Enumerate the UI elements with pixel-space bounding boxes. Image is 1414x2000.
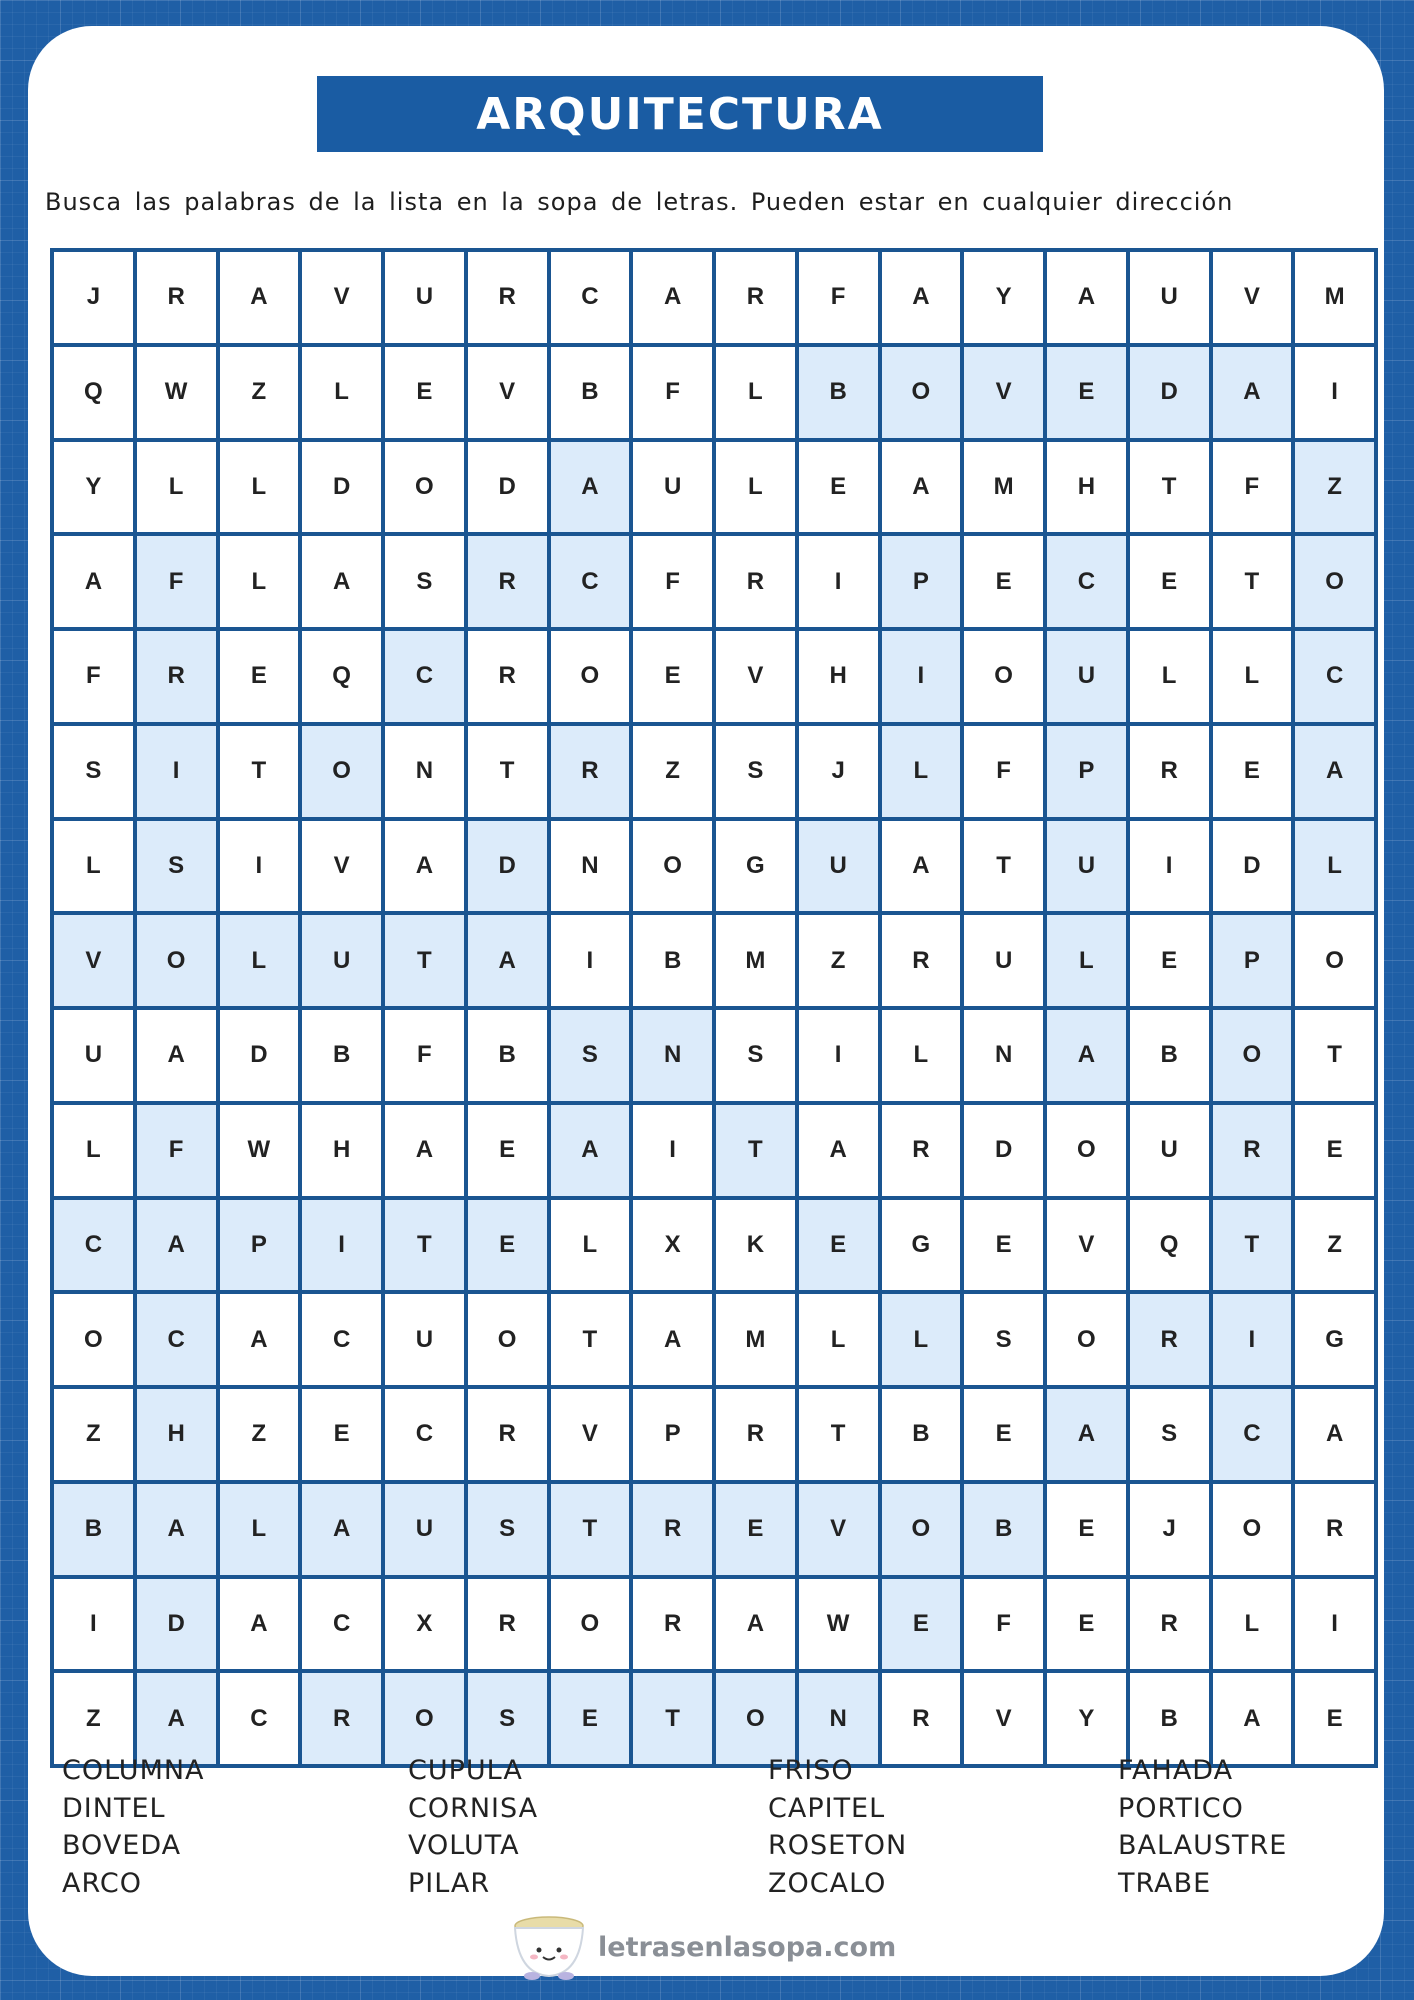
grid-cell[interactable]: P [882, 536, 961, 627]
grid-cell[interactable]: T [220, 726, 299, 817]
grid-cell[interactable]: I [1130, 821, 1209, 912]
grid-cell[interactable]: D [137, 1579, 216, 1670]
grid-cell[interactable]: N [551, 821, 630, 912]
grid-cell[interactable]: E [882, 1579, 961, 1670]
grid-cell[interactable]: P [220, 1200, 299, 1291]
grid-cell[interactable]: E [1130, 536, 1209, 627]
grid-cell[interactable]: F [633, 536, 712, 627]
grid-cell[interactable]: C [1295, 631, 1374, 722]
grid-cell[interactable]: O [385, 442, 464, 533]
grid-cell[interactable]: S [137, 821, 216, 912]
grid-cell[interactable]: E [468, 1200, 547, 1291]
grid-cell[interactable]: R [716, 1389, 795, 1480]
word-list [62, 1752, 1352, 1904]
grid-cell[interactable]: N [799, 1673, 878, 1764]
grid-cell[interactable]: A [882, 821, 961, 912]
grid-cell[interactable]: T [385, 1200, 464, 1291]
grid-cell[interactable]: A [385, 821, 464, 912]
grid-cell[interactable]: O [716, 1673, 795, 1764]
grid-cell[interactable]: T [1213, 1200, 1292, 1291]
grid-cell[interactable]: R [1130, 726, 1209, 817]
grid-cell[interactable]: R [1213, 1105, 1292, 1196]
grid-cell[interactable]: A [302, 1484, 381, 1575]
grid-cell[interactable]: V [551, 1389, 630, 1480]
grid-cell[interactable]: A [54, 536, 133, 627]
grid-cell[interactable]: F [964, 1579, 1043, 1670]
grid-cell[interactable]: Y [1047, 1673, 1126, 1764]
grid-cell[interactable]: Y [964, 252, 1043, 343]
grid-cell[interactable]: C [385, 631, 464, 722]
grid-cell[interactable]: A [1295, 726, 1374, 817]
grid-cell[interactable]: A [633, 252, 712, 343]
grid-cell[interactable]: T [1130, 442, 1209, 533]
grid-cell[interactable]: R [882, 1105, 961, 1196]
grid-cell[interactable]: G [882, 1200, 961, 1291]
grid-cell[interactable]: A [716, 1579, 795, 1670]
grid-cell[interactable]: T [551, 1484, 630, 1575]
word-list-item: ROSETON [768, 1830, 908, 1861]
grid-cell[interactable]: Q [302, 631, 381, 722]
grid-cell[interactable]: A [137, 1010, 216, 1101]
grid-cell[interactable]: Z [1295, 442, 1374, 533]
word-list-item: VOLUTA [408, 1830, 520, 1861]
grid-cell[interactable]: W [137, 347, 216, 438]
grid-cell[interactable]: U [1130, 252, 1209, 343]
grid-cell[interactable]: S [716, 1010, 795, 1101]
grid-cell[interactable]: H [1047, 442, 1126, 533]
grid-cell[interactable]: H [799, 631, 878, 722]
grid-cell[interactable]: A [220, 1294, 299, 1385]
grid-cell[interactable]: Z [54, 1389, 133, 1480]
grid-cell[interactable]: O [1047, 1294, 1126, 1385]
grid-cell[interactable]: T [1295, 1010, 1374, 1101]
page-title: ARQUITECTURA [476, 88, 884, 140]
grid-cell[interactable]: A [385, 1105, 464, 1196]
grid-cell[interactable]: F [964, 726, 1043, 817]
grid-cell[interactable]: E [1295, 1105, 1374, 1196]
grid-cell[interactable]: C [385, 1389, 464, 1480]
grid-cell[interactable]: E [964, 1389, 1043, 1480]
word-list-item: TRABE [1118, 1867, 1212, 1899]
grid-cell[interactable]: V [964, 347, 1043, 438]
grid-cell[interactable]: R [882, 1673, 961, 1764]
grid-cell[interactable]: N [964, 1010, 1043, 1101]
grid-cell[interactable]: V [468, 347, 547, 438]
grid-cell[interactable]: U [54, 1010, 133, 1101]
grid-cell[interactable]: T [799, 1389, 878, 1480]
grid-cell[interactable]: F [799, 252, 878, 343]
grid-cell[interactable]: V [964, 1673, 1043, 1764]
grid-cell[interactable]: A [137, 1484, 216, 1575]
grid-cell[interactable]: Z [1295, 1200, 1374, 1291]
word-search-grid [50, 248, 1378, 1768]
grid-cell[interactable]: U [385, 252, 464, 343]
word-list-item: BALAUSTRE [1118, 1830, 1288, 1861]
grid-cell[interactable]: O [137, 915, 216, 1006]
grid-cell[interactable]: C [1047, 536, 1126, 627]
grid-cell[interactable]: L [54, 821, 133, 912]
grid-cell[interactable]: R [137, 252, 216, 343]
grid-cell[interactable]: O [302, 726, 381, 817]
grid-cell[interactable]: M [964, 442, 1043, 533]
grid-cell[interactable]: Z [633, 726, 712, 817]
grid-cell[interactable]: O [1047, 1105, 1126, 1196]
grid-cell[interactable]: A [882, 442, 961, 533]
word-list-item: CAPITEL [768, 1792, 886, 1824]
grid-cell[interactable]: Z [799, 915, 878, 1006]
grid-cell[interactable]: C [54, 1200, 133, 1291]
grid-cell[interactable]: L [1295, 821, 1374, 912]
word-list-item: PILAR [408, 1867, 491, 1899]
grid-cell[interactable]: O [54, 1294, 133, 1385]
site-name: letrasenlasopa.com [598, 1931, 897, 1963]
grid-cell[interactable]: A [137, 1200, 216, 1291]
grid-cell[interactable]: B [54, 1484, 133, 1575]
grid-cell[interactable]: L [551, 1200, 630, 1291]
grid-cell[interactable]: L [716, 442, 795, 533]
grid-cell[interactable]: T [716, 1105, 795, 1196]
grid-cell[interactable]: O [551, 1579, 630, 1670]
grid-cell[interactable]: A [1047, 1010, 1126, 1101]
grid-cell[interactable]: U [302, 915, 381, 1006]
word-list-item: PORTICO [1118, 1792, 1244, 1824]
grid-cell[interactable]: O [882, 1484, 961, 1575]
grid-cell[interactable]: F [1213, 442, 1292, 533]
grid-cell[interactable]: E [799, 442, 878, 533]
grid-cell[interactable]: I [633, 1105, 712, 1196]
grid-cell[interactable]: A [551, 1105, 630, 1196]
grid-cell[interactable]: A [220, 252, 299, 343]
grid-cell[interactable]: T [385, 915, 464, 1006]
grid-cell[interactable]: R [1130, 1294, 1209, 1385]
word-list-item: FRISO [768, 1755, 854, 1786]
grid-cell[interactable]: O [633, 821, 712, 912]
grid-cell[interactable]: I [54, 1579, 133, 1670]
grid-cell[interactable]: D [220, 1010, 299, 1101]
title-banner [317, 76, 1043, 152]
grid-cell[interactable]: I [1213, 1294, 1292, 1385]
grid-cell[interactable]: Z [220, 1389, 299, 1480]
grid-cell[interactable]: I [799, 536, 878, 627]
grid-cell[interactable]: E [964, 536, 1043, 627]
grid-cell[interactable]: O [468, 1294, 547, 1385]
grid-cell[interactable]: I [882, 631, 961, 722]
grid-cell[interactable]: M [716, 1294, 795, 1385]
grid-cell[interactable]: J [799, 726, 878, 817]
grid-cell[interactable]: E [1047, 1579, 1126, 1670]
grid-cell[interactable]: A [1213, 347, 1292, 438]
grid-cell[interactable]: L [220, 442, 299, 533]
grid-cell[interactable]: B [1130, 1010, 1209, 1101]
grid-cell[interactable]: Z [220, 347, 299, 438]
grid-cell[interactable]: E [633, 631, 712, 722]
grid-cell[interactable]: E [716, 1484, 795, 1575]
grid-cell[interactable]: R [468, 1389, 547, 1480]
grid-cell[interactable]: H [302, 1105, 381, 1196]
grid-cell[interactable]: I [799, 1010, 878, 1101]
grid-cell[interactable]: I [1295, 1579, 1374, 1670]
word-list-item: BOVEDA [62, 1830, 182, 1861]
grid-cell[interactable]: B [964, 1484, 1043, 1575]
grid-cell[interactable]: A [468, 915, 547, 1006]
grid-cell[interactable]: Y [54, 442, 133, 533]
grid-cell[interactable]: L [220, 915, 299, 1006]
grid-cell[interactable]: R [716, 252, 795, 343]
grid-cell[interactable]: R [633, 1484, 712, 1575]
grid-cell[interactable]: A [1213, 1673, 1292, 1764]
grid-cell[interactable]: S [1130, 1389, 1209, 1480]
word-list-item: COLUMNA [62, 1755, 205, 1786]
word-list-item: CUPULA [408, 1755, 523, 1786]
grid-cell[interactable]: D [964, 1105, 1043, 1196]
grid-cell[interactable]: U [964, 915, 1043, 1006]
grid-cell[interactable]: M [716, 915, 795, 1006]
grid-cell[interactable]: E [1130, 915, 1209, 1006]
grid-cell[interactable]: W [220, 1105, 299, 1196]
grid-cell[interactable]: A [799, 1105, 878, 1196]
grid-cell[interactable]: F [137, 1105, 216, 1196]
grid-cell[interactable]: L [1213, 1579, 1292, 1670]
grid-cell[interactable]: V [716, 631, 795, 722]
grid-cell[interactable]: L [137, 442, 216, 533]
grid-cell[interactable]: K [716, 1200, 795, 1291]
grid-cell[interactable]: S [54, 726, 133, 817]
grid-cell[interactable]: O [1295, 536, 1374, 627]
grid-cell[interactable]: V [799, 1484, 878, 1575]
grid-cell[interactable]: A [1047, 252, 1126, 343]
grid-cell[interactable]: C [302, 1294, 381, 1385]
grid-cell[interactable]: R [302, 1673, 381, 1764]
grid-cell[interactable]: O [1213, 1010, 1292, 1101]
grid-cell[interactable]: T [468, 726, 547, 817]
grid-cell[interactable]: B [468, 1010, 547, 1101]
grid-cell[interactable]: B [302, 1010, 381, 1101]
grid-cell[interactable]: U [1047, 631, 1126, 722]
grid-cell[interactable]: D [468, 442, 547, 533]
grid-cell[interactable]: U [1047, 821, 1126, 912]
grid-cell[interactable]: I [302, 1200, 381, 1291]
grid-cell[interactable]: I [137, 726, 216, 817]
grid-cell[interactable]: P [1213, 915, 1292, 1006]
word-list-column [408, 1752, 768, 1904]
grid-cell[interactable]: X [385, 1579, 464, 1670]
grid-cell[interactable]: R [633, 1579, 712, 1670]
grid-cell[interactable]: E [1295, 1673, 1374, 1764]
grid-cell[interactable]: R [468, 631, 547, 722]
grid-cell[interactable]: R [1130, 1579, 1209, 1670]
grid-cell[interactable]: H [137, 1389, 216, 1480]
grid-cell[interactable]: S [551, 1010, 630, 1101]
word-list-item: ARCO [62, 1867, 142, 1899]
grid-cell[interactable]: F [54, 631, 133, 722]
grid-cell[interactable]: L [54, 1105, 133, 1196]
grid-cell[interactable]: R [882, 915, 961, 1006]
grid-cell[interactable]: E [1047, 347, 1126, 438]
grid-cell[interactable]: L [1130, 631, 1209, 722]
grid-cell[interactable]: L [716, 347, 795, 438]
grid-cell[interactable]: L [302, 347, 381, 438]
grid-cell[interactable]: C [551, 536, 630, 627]
grid-cell[interactable]: D [1130, 347, 1209, 438]
grid-cell[interactable]: F [633, 347, 712, 438]
grid-cell[interactable]: N [633, 1010, 712, 1101]
grid-cell[interactable]: I [1295, 347, 1374, 438]
grid-cell[interactable]: D [1213, 821, 1292, 912]
grid-cell[interactable]: B [633, 915, 712, 1006]
grid-cell[interactable]: R [468, 1579, 547, 1670]
grid-cell[interactable]: L [882, 726, 961, 817]
grid-cell[interactable]: E [468, 1105, 547, 1196]
grid-cell[interactable]: E [964, 1200, 1043, 1291]
grid-cell[interactable]: A [633, 1294, 712, 1385]
grid-cell[interactable]: T [964, 821, 1043, 912]
grid-cell[interactable]: G [716, 821, 795, 912]
word-list-item: ZOCALO [768, 1867, 887, 1899]
grid-cell[interactable]: Q [1130, 1200, 1209, 1291]
word-list-column [62, 1752, 408, 1904]
grid-cell[interactable]: A [137, 1673, 216, 1764]
smiling-bowl-icon [510, 1912, 588, 1982]
grid-cell[interactable]: V [302, 821, 381, 912]
grid-cell[interactable]: S [468, 1484, 547, 1575]
grid-cell[interactable]: P [633, 1389, 712, 1480]
grid-cell[interactable]: V [54, 915, 133, 1006]
grid-cell[interactable]: U [385, 1294, 464, 1385]
grid-cell[interactable]: E [799, 1200, 878, 1291]
grid-cell[interactable]: B [882, 1389, 961, 1480]
grid-cell[interactable]: B [1130, 1673, 1209, 1764]
grid-cell[interactable]: E [551, 1673, 630, 1764]
grid-cell[interactable]: O [551, 631, 630, 722]
grid-cell[interactable]: A [882, 252, 961, 343]
grid-cell[interactable]: R [468, 536, 547, 627]
grid-cell[interactable]: C [137, 1294, 216, 1385]
grid-cell[interactable]: G [1295, 1294, 1374, 1385]
word-list-column [768, 1752, 1118, 1904]
instructions-text: Busca las palabras de la lista en la sopa de letras. Pueden estar en cualquier dirección [45, 188, 1234, 216]
grid-cell[interactable]: L [1047, 915, 1126, 1006]
grid-cell[interactable]: R [716, 536, 795, 627]
grid-cell[interactable]: V [302, 252, 381, 343]
grid-cell[interactable]: T [1213, 536, 1292, 627]
grid-cell[interactable]: S [716, 726, 795, 817]
grid-cell[interactable]: L [220, 1484, 299, 1575]
grid-cell[interactable]: R [1295, 1484, 1374, 1575]
grid-cell[interactable]: D [302, 442, 381, 533]
grid-cell[interactable]: P [1047, 726, 1126, 817]
grid-cell[interactable]: C [1213, 1389, 1292, 1480]
grid-cell[interactable]: C [302, 1579, 381, 1670]
word-list-item: CORNISA [408, 1792, 539, 1824]
grid-cell[interactable]: O [882, 347, 961, 438]
grid-cell[interactable]: L [799, 1294, 878, 1385]
grid-cell[interactable]: L [220, 536, 299, 627]
grid-cell[interactable]: J [1130, 1484, 1209, 1575]
grid-cell[interactable]: E [220, 631, 299, 722]
grid-cell[interactable]: E [1213, 726, 1292, 817]
grid-cell[interactable]: O [385, 1673, 464, 1764]
grid-cell[interactable]: Q [54, 347, 133, 438]
grid-cell[interactable]: X [633, 1200, 712, 1291]
grid-cell[interactable]: E [1047, 1484, 1126, 1575]
grid-cell[interactable]: C [220, 1673, 299, 1764]
grid-cell[interactable]: F [137, 536, 216, 627]
grid-cell[interactable]: U [799, 821, 878, 912]
grid-cell[interactable]: W [799, 1579, 878, 1670]
grid-cell[interactable]: O [964, 631, 1043, 722]
word-list-column [1118, 1752, 1352, 1904]
grid-cell[interactable]: A [302, 536, 381, 627]
grid-cell[interactable]: O [1295, 915, 1374, 1006]
grid-cell[interactable]: V [1047, 1200, 1126, 1291]
grid-cell[interactable]: V [1213, 252, 1292, 343]
grid-cell[interactable]: N [385, 726, 464, 817]
grid-cell[interactable]: F [385, 1010, 464, 1101]
grid-cell[interactable]: D [468, 821, 547, 912]
grid-cell[interactable]: Z [54, 1673, 133, 1764]
grid-cell[interactable]: C [551, 252, 630, 343]
footer [510, 1912, 896, 1982]
grid-cell[interactable]: I [220, 821, 299, 912]
grid-cell[interactable]: O [1213, 1484, 1292, 1575]
grid-cell[interactable]: A [220, 1579, 299, 1670]
grid-cell[interactable]: E [302, 1389, 381, 1480]
grid-cell[interactable]: S [385, 536, 464, 627]
grid-cell[interactable]: M [1295, 252, 1374, 343]
grid-cell[interactable]: U [1130, 1105, 1209, 1196]
grid-cell[interactable]: U [633, 442, 712, 533]
grid-cell[interactable]: E [385, 347, 464, 438]
grid-cell[interactable]: T [633, 1673, 712, 1764]
grid-cell[interactable]: S [964, 1294, 1043, 1385]
grid-cell[interactable]: U [385, 1484, 464, 1575]
grid-cell[interactable]: A [551, 442, 630, 533]
grid-cell[interactable]: S [468, 1673, 547, 1764]
grid-cell[interactable]: L [882, 1294, 961, 1385]
grid-cell[interactable]: A [1295, 1389, 1374, 1480]
grid-cell[interactable]: B [551, 347, 630, 438]
grid-cell[interactable]: I [551, 915, 630, 1006]
grid-cell[interactable]: R [468, 252, 547, 343]
word-list-item: DINTEL [62, 1792, 166, 1824]
grid-cell[interactable]: L [882, 1010, 961, 1101]
grid-cell[interactable]: B [799, 347, 878, 438]
word-list-item: FAHADA [1118, 1755, 1234, 1786]
grid-cell[interactable]: T [551, 1294, 630, 1385]
grid-cell[interactable]: A [1047, 1389, 1126, 1480]
grid-cell[interactable]: J [54, 252, 133, 343]
grid-cell[interactable]: R [551, 726, 630, 817]
grid-cell[interactable]: R [137, 631, 216, 722]
grid-cell[interactable]: L [1213, 631, 1292, 722]
